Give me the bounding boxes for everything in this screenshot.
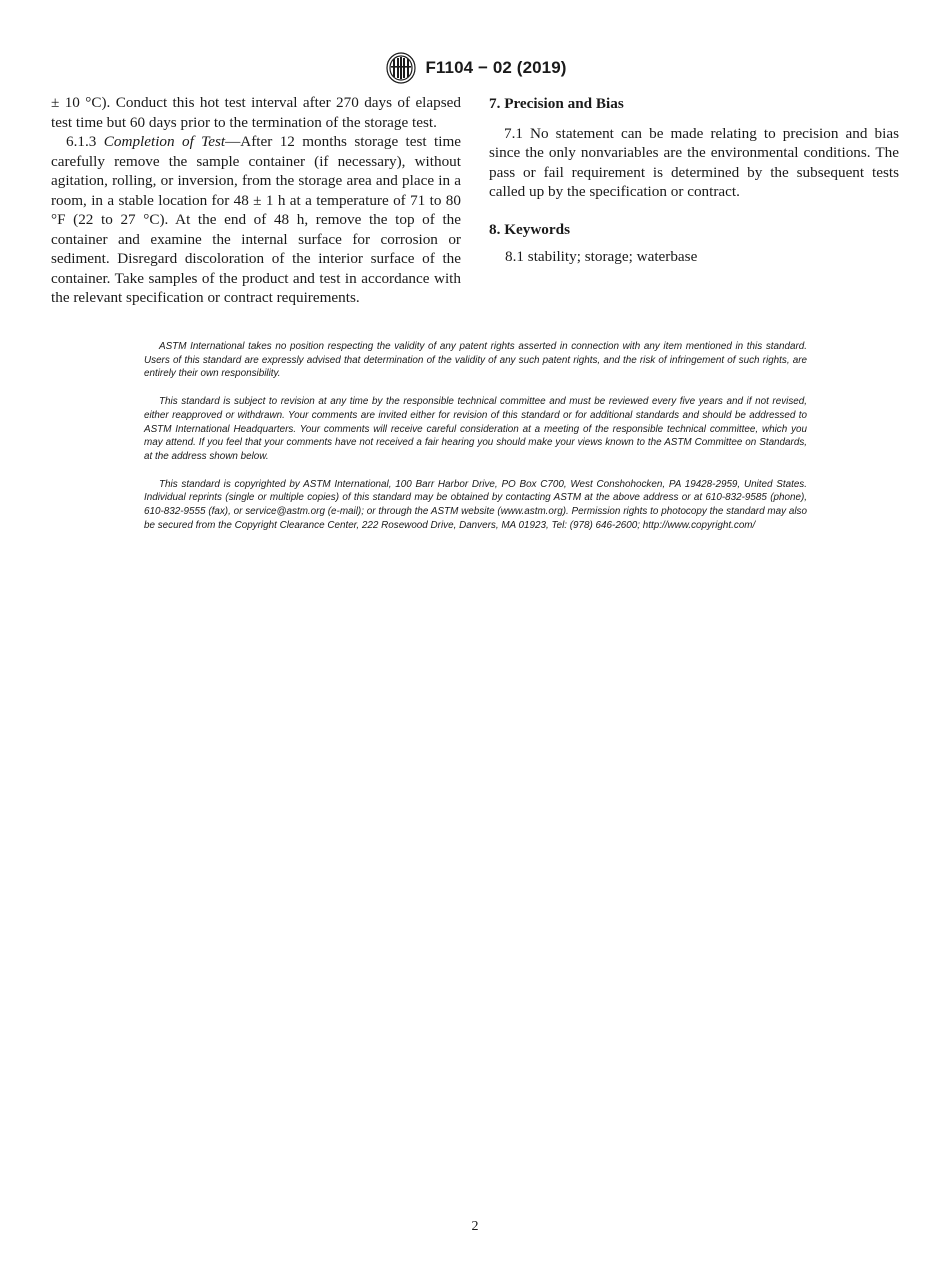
astm-logo-icon xyxy=(383,50,419,86)
legal-notices xyxy=(144,340,807,546)
revision-notice: This standard is subject to revision at any time by the responsible technical committee and must be reviewed every five years and if not revised, either reapproved or withdrawn. Your comments are invited either for revision of this standard or for additional standards and should be addressed to ASTM International Headquarters. Your comments will receive careful consideration at a meeting of the responsible technical committee, which you may attend. If you feel that your comments have not received a fair hearing you should make your views known to the ASTM Committee on Standards, at the address shown below. xyxy=(144,396,807,462)
copyright-notice: This standard is copyrighted by ASTM International, 100 Barr Harbor Drive, PO Box C700, West Conshohocken, PA 19428-2959, United States. Individual reprints (single or multiple copies) of this standard may be obtained by contacting ASTM at the above address or at 610-832-9585 (phone), 610-832-9555 (fax), or service@astm.org (e-mail); or through the ASTM website (www.astm.org). Permission rights to photocopy the standard may also be secured from the Copyright Clearance Center, 222 Rosewood Drive, Danvers, MA 01923, Tel: (978) 646-2600; http://www.copyright.com/ xyxy=(144,478,807,531)
section-8-1-keywords: 8.1 stability; storage; waterbase xyxy=(505,248,698,265)
left-column xyxy=(51,93,461,308)
page-header xyxy=(0,50,950,86)
section-6-1-3-number: 6.1.3 xyxy=(66,133,104,150)
page-number: 2 xyxy=(471,1219,479,1234)
section-6-1-3 xyxy=(51,132,461,308)
section-6-1-2-continuation: ± 10 °C). Conduct this hot test interval after 270 days of elapsed test time but 60 days prior to the termination of the storage test. xyxy=(51,94,461,131)
right-column xyxy=(489,93,899,267)
section-7-heading: 7. Precision and Bias xyxy=(489,95,624,112)
section-6-1-3-body: —After 12 months storage test time carefully remove the sample container (if necessary), without agitation, rolling, or inversion, from the storage area and place in a room, in a stable location for 48 ± 1 h at a temperature of 71 to 80 °F (22 to 27 °C). At the end of 48 h, remove the top of the container and examine the internal surface for corrosion or sediment. Disregard discoloration of the interior surface of the container. Take samples of the product and test in accordance with the relevant specification or contract requirements. xyxy=(51,133,462,306)
section-7-1: 7.1 No statement can be made relating to precision and bias since the only nonvariables are the environmental conditions. The pass or fail requirement is determined by the subsequent tests called up by the specification or contract. xyxy=(489,124,899,200)
section-6-1-3-title: Completion of Test xyxy=(103,133,226,150)
standard-designation: F1104 − 02 (2019) xyxy=(425,58,567,77)
section-8-heading: 8. Keywords xyxy=(489,220,570,238)
patent-notice: ASTM International takes no position respecting the validity of any patent rights asserted in connection with any item mentioned in this standard. Users of this standard are expressly advised that determination of the validity of any such patent rights, and the risk of infringement of such rights, are entirely their own responsibility. xyxy=(144,341,807,380)
